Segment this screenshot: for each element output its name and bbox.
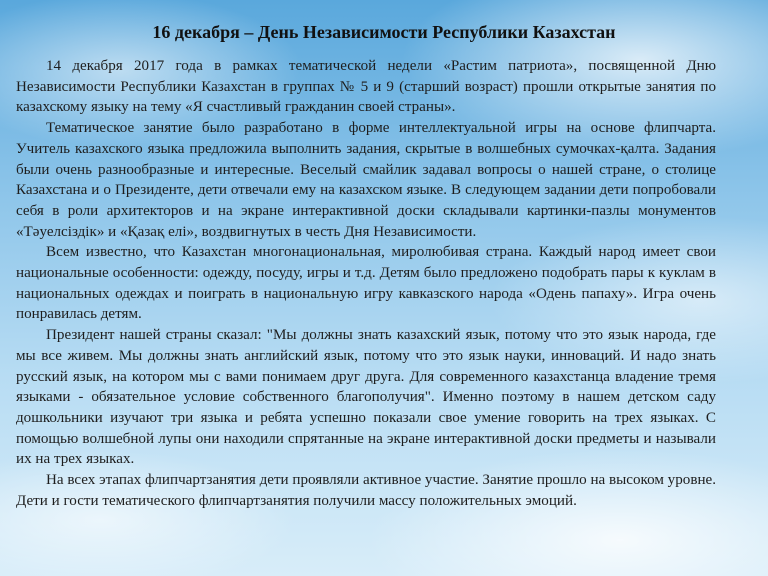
paragraph: Тематическое занятие было разработано в форме интеллектуальной игры на основе флипчарта. Учитель казахского языка предложила выполнить задания, скрытые в волшебных сумочках-қалта. Задания были очень разнообразные и интересные. Веселый смайлик задавал вопросы о нашей стране, о столице Казахстана и о Президенте, дети отвечали ему на казахском языке. В следующем задании дети попробовали себя в роли архитекторов и на экране интерактивной доски складывали картинки-пазлы монументов «Тәуелсіздік» и «Қазақ елі», воздвигнутых в честь Дня Независимости. bbox=[16, 120, 716, 240]
paragraph: Всем известно, что Казахстан многонациональная, миролюбивая страна. Каждый народ имеет свои национальные особенности: одежду, посуду, игры и т.д. Детям было предложено подобрать пары к куклам в национальных одеждах и поиграть в национальную игру кавказского народа «Одень папаху». Игра очень понравилась детям. bbox=[16, 244, 716, 323]
paragraph: На всех этапах флипчартзанятия дети проявляли активное участие. Занятие прошло на высоком уровне. Дети и гости тематического флипчартзанятия получили массу положительных эмоций. bbox=[16, 472, 716, 509]
paragraph: 14 декабря 2017 года в рамках тематической недели «Растим патриота», посвященной Дню Независимости Республики Казахстан в группах № 5 и 9 (старший возраст) прошли открытые занятия по казахскому языку на тему «Я счастливый гражданин своей страны». bbox=[16, 58, 716, 116]
page-title: 16 декабря – День Независимости Республики Казахстан bbox=[152, 22, 616, 42]
article-body bbox=[16, 56, 716, 511]
paragraph: Президент нашей страны сказал: "Мы должны знать казахский язык, потому что это язык народа, где мы все живем. Мы должны знать английский язык, потому что это язык науки, инноваций. И надо знать русский язык, на котором мы с вами понимаем друг друга. Для современного казахстанца владение тремя языками - обязательное условие собственного благополучия". Именно поэтому в нашем детском саду дошкольники изучают три языка и ребята успешно показали свое умение говорить на трех языках. С помощью волшебной лупы они находили спрятанные на экране интерактивной доски предметы и называли их на трех языках. bbox=[16, 327, 716, 468]
